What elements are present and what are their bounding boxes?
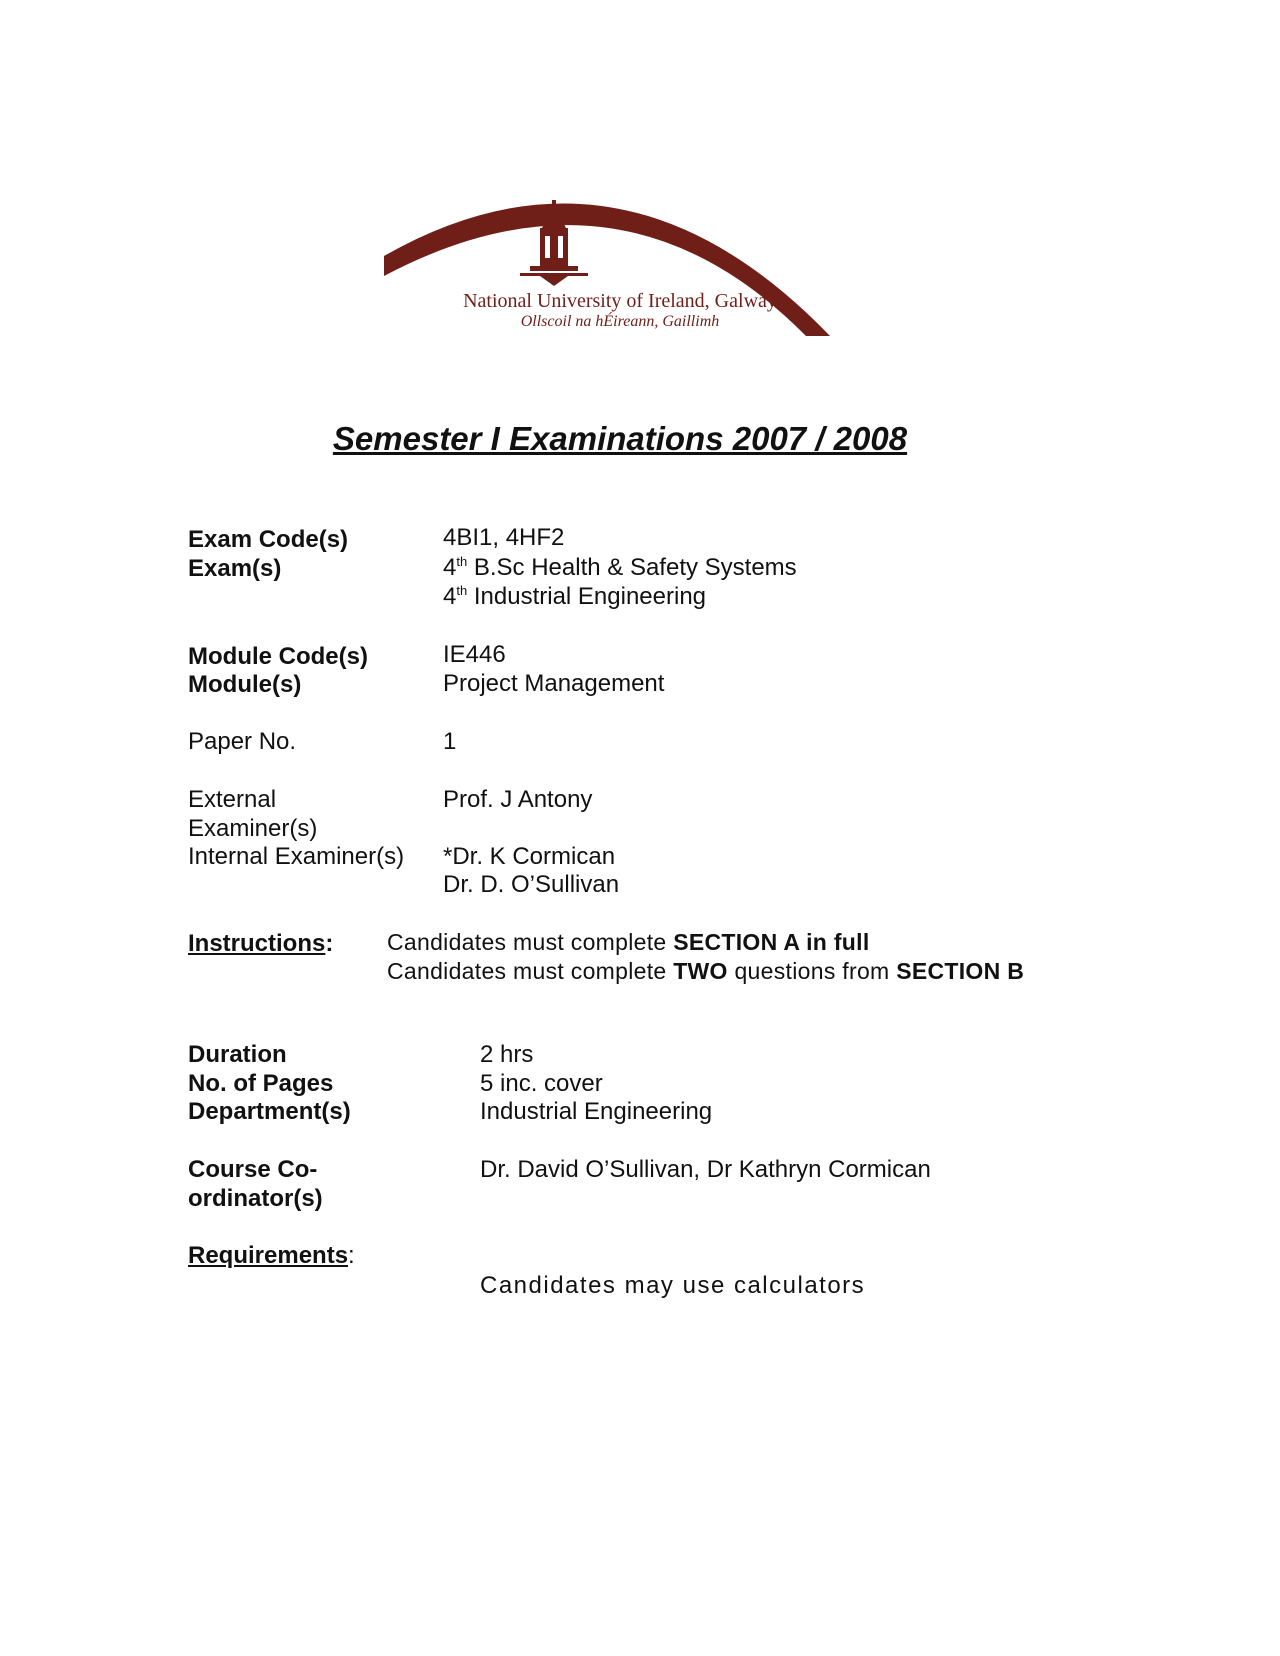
department-value: Industrial Engineering [480, 1098, 713, 1125]
external-examiner-label: External [188, 786, 277, 813]
pages-value: 5 inc. cover [480, 1070, 603, 1097]
exams-label: Exam(s) [188, 555, 282, 582]
logo-university-name-irish: Ollscoil na hÉireann, Gaillimh [520, 313, 720, 330]
modules-value: Project Management [443, 670, 665, 697]
logo-university-name: National University of Ireland, Galway [463, 290, 777, 312]
instructions-label: Instructions: [188, 930, 334, 957]
university-logo [380, 180, 860, 336]
requirements-label: Requirements: [188, 1242, 355, 1269]
external-examiner-label-2: Examiner(s) [188, 815, 318, 842]
coordinator-label-2: ordinator(s) [188, 1185, 323, 1212]
duration-label: Duration [188, 1041, 287, 1068]
requirements-value: Candidates may use calculators [480, 1272, 866, 1299]
module-codes-value: IE446 [443, 641, 506, 668]
exam-2-value: 4th Industrial Engineering [443, 583, 707, 610]
paper-no-label: Paper No. [188, 728, 297, 755]
modules-label: Module(s) [188, 671, 302, 698]
external-examiner-value: Prof. J Antony [443, 786, 593, 813]
pages-label: No. of Pages [188, 1070, 334, 1097]
exam-1-value: 4th B.Sc Health & Safety Systems [443, 554, 797, 581]
instructions-line-1: Candidates must complete SECTION A in full [387, 929, 870, 955]
instructions-line-2: Candidates must complete TWO questions from SECTION B [387, 958, 1025, 984]
paper-no-value: 1 [443, 728, 457, 755]
exam-codes-label: Exam Code(s) [188, 526, 349, 553]
page-title: Semester I Examinations 2007 / 2008 [332, 420, 908, 457]
module-codes-label: Module Code(s) [188, 643, 368, 670]
coordinator-value: Dr. David O’Sullivan, Dr Kathryn Cormican [480, 1156, 931, 1183]
department-label: Department(s) [188, 1098, 351, 1125]
internal-examiner-value-2: Dr. D. O’Sullivan [443, 871, 620, 898]
duration-value: 2 hrs [480, 1041, 534, 1068]
internal-examiner-label: Internal Examiner(s) [188, 843, 405, 870]
exam-codes-value: 4BI1, 4HF2 [443, 524, 565, 551]
coordinator-label: Course Co- [188, 1156, 318, 1183]
internal-examiner-value-1: *Dr. K Cormican [443, 843, 616, 870]
